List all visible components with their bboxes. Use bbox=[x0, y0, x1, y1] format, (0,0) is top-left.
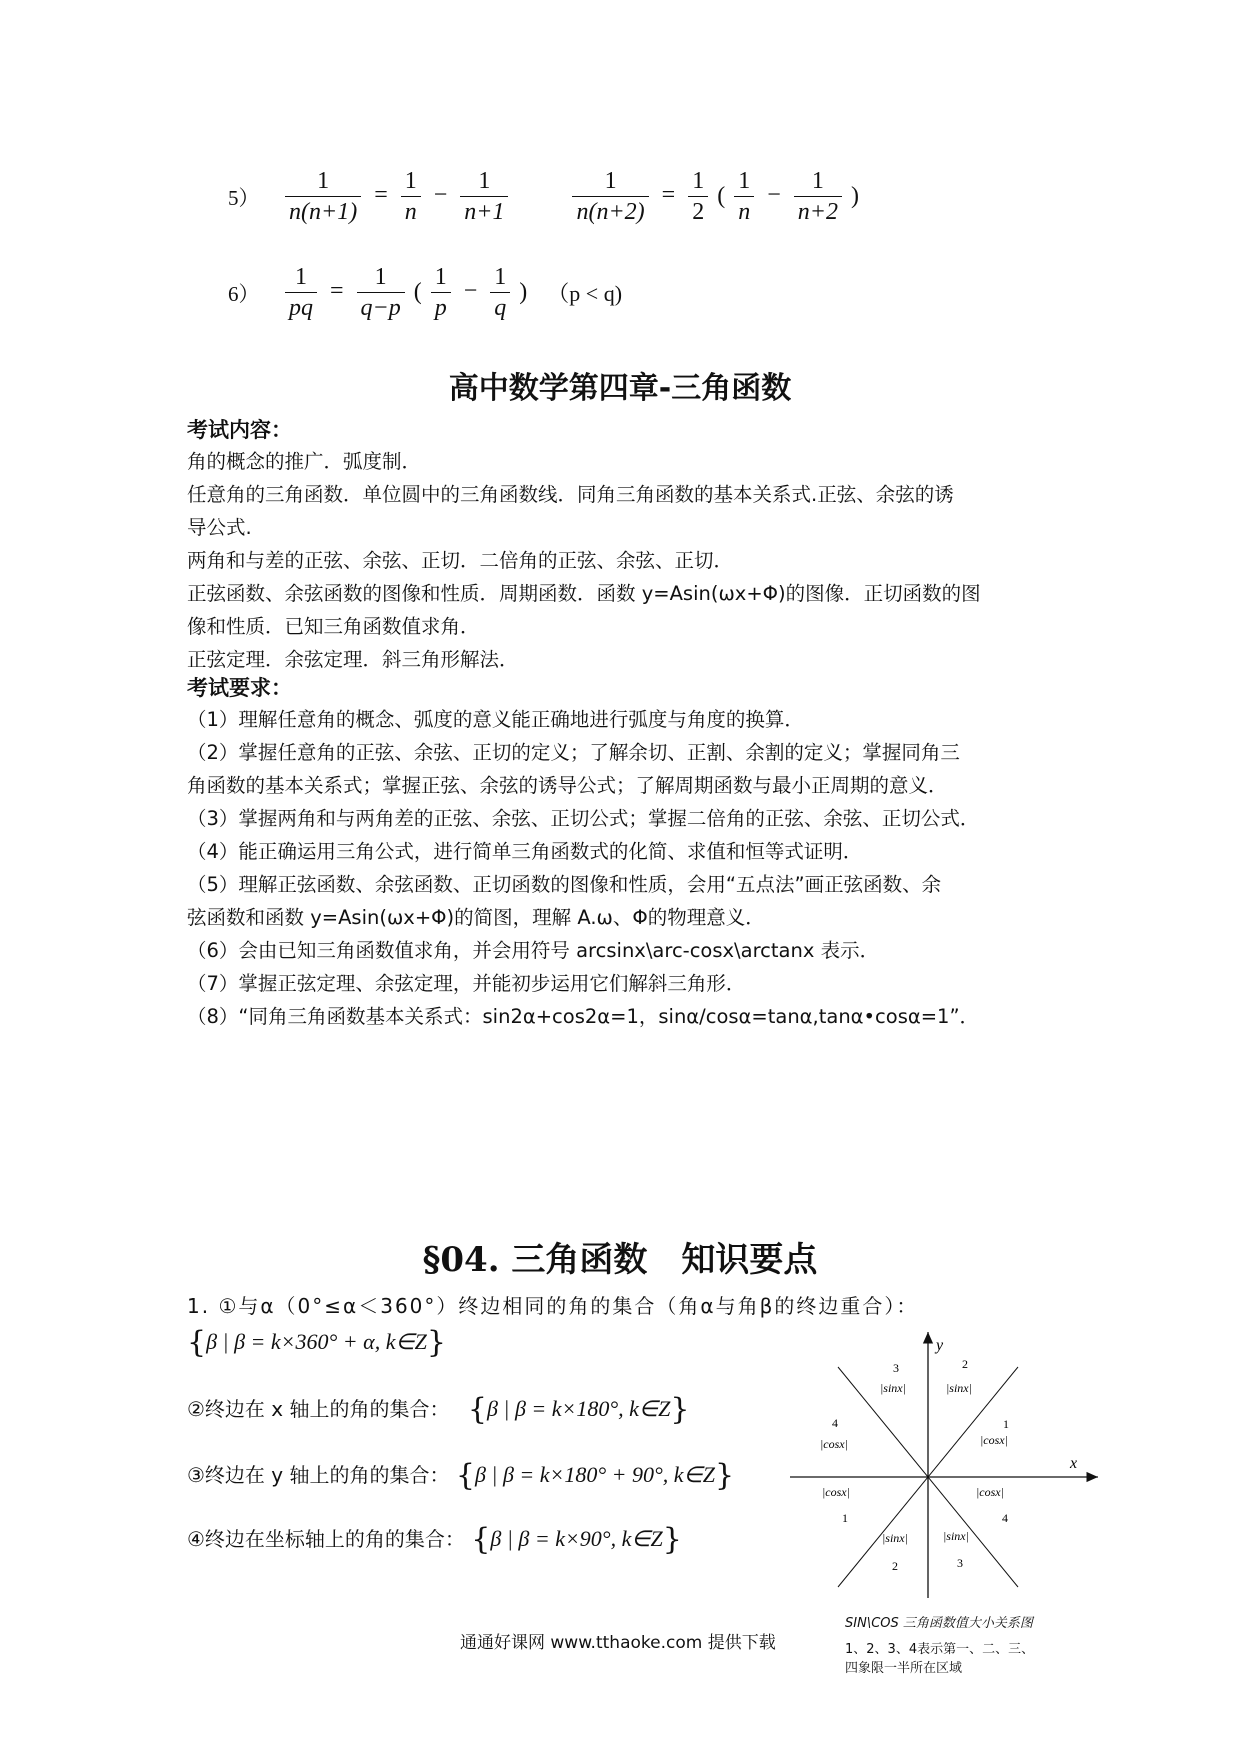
region-number: 2 bbox=[892, 1559, 898, 1573]
region-label: |sinx| bbox=[946, 1381, 972, 1395]
formula-6 bbox=[228, 262, 622, 323]
exam-requirements-heading: 考试要求： bbox=[187, 676, 292, 700]
requirement-line: （5）理解正弦函数、余弦函数、正切函数的图像和性质，会用“五点法”画正弦函数、余 bbox=[187, 873, 942, 896]
region-label: |sinx| bbox=[880, 1381, 906, 1395]
left-brace: { bbox=[187, 1325, 207, 1360]
region-number: 4 bbox=[1002, 1511, 1008, 1525]
exam-content-line: 导公式. bbox=[187, 516, 252, 539]
diagram-caption-line: 1、2、3、4表示第一、二、三、 bbox=[845, 1642, 1035, 1657]
item3-set: {β | β = k×180° + 90°, k∈Z} bbox=[455, 1458, 735, 1493]
right-brace: } bbox=[426, 1325, 446, 1360]
exam-content-line: 角的概念的推广．弧度制． bbox=[187, 450, 422, 473]
region-label: |cosx| bbox=[976, 1485, 1004, 1499]
fraction: $\frac{1}{q}$ bbox=[490, 262, 510, 323]
equals-sign: = bbox=[661, 182, 676, 209]
y-axis-label: y bbox=[936, 1337, 944, 1354]
requirement-line: （2）掌握任意角的正弦、余弦、正切的定义；了解余切、正割、余割的定义；掌握同角三 bbox=[187, 741, 960, 764]
diagram-caption-title: SIN\COS 三角函数值大小关系图 bbox=[845, 1616, 1033, 1631]
page-footer: 通通好课网 www.tthaoke.com 提供下载 bbox=[460, 1633, 776, 1653]
item3-label: ③终边在 y 轴上的角的集合： bbox=[187, 1463, 450, 1487]
fraction: $\frac{1}{n(n+2)}$ bbox=[572, 166, 648, 227]
fraction: $\frac{1}{n}$ bbox=[734, 166, 754, 227]
set-expression: β | β = k×360° + α, k∈Z bbox=[206, 1329, 427, 1354]
minus-sign: − bbox=[767, 182, 781, 209]
requirement-line: （4）能正确运用三角公式，进行简单三角函数式的化简、求值和恒等式证明． bbox=[187, 840, 863, 863]
set-expression: β | β = k×180°, k∈Z bbox=[486, 1396, 671, 1421]
requirement-line: 弦函数和函数 y=Asin(ωx+Φ)的简图，理解 A.ω、Φ的物理意义． bbox=[187, 906, 765, 929]
region-number: 3 bbox=[957, 1556, 963, 1570]
region-label: |sinx| bbox=[882, 1531, 908, 1545]
fraction: $\frac{1}{n(n+1)}$ bbox=[285, 166, 361, 227]
fraction: $\frac{1}{p}$ bbox=[431, 262, 451, 323]
left-paren: ( bbox=[413, 279, 422, 305]
item4-label: ④终边在坐标轴上的角的集合： bbox=[187, 1527, 465, 1551]
exam-content-line: 正弦函数、余弦函数的图像和性质．周期函数．函数 y=Asin(ωx+Φ)的图像．正切函数的图 bbox=[187, 582, 981, 605]
exam-content-line: 任意角的三角函数．单位圆中的三角函数线．同角三角函数的基本关系式.正弦、余弦的诱 bbox=[187, 483, 954, 506]
section-title: §04. 三角函数 知识要点 bbox=[422, 1240, 818, 1280]
item3-row bbox=[187, 1458, 734, 1493]
fraction: $\frac{1}{n+1}$ bbox=[460, 166, 508, 227]
requirement-line: （7）掌握正弦定理、余弦定理，并能初步运用它们解斜三角形． bbox=[187, 972, 746, 995]
x-axis-label: x bbox=[1070, 1455, 1078, 1472]
requirement-line: （6）会由已知三角函数值求角，并会用符号 arcsinx\arc-cosx\arctanx 表示． bbox=[187, 939, 880, 962]
region-number: 3 bbox=[893, 1361, 899, 1375]
left-paren: ( bbox=[717, 183, 726, 209]
formula-5 bbox=[228, 166, 859, 227]
exam-content-line: 两角和与差的正弦、余弦、正切．二倍角的正弦、余弦、正切． bbox=[187, 549, 734, 572]
requirement-line: （3）掌握两角和与两角差的正弦、余弦、正切公式；掌握二倍角的正弦、余弦、正切公式． bbox=[187, 807, 980, 830]
fraction: $\frac{1}{n}$ bbox=[401, 166, 421, 227]
region-label: |sinx| bbox=[943, 1529, 969, 1543]
sin-cos-diagram bbox=[780, 1320, 1110, 1610]
equals-sign: = bbox=[330, 278, 344, 305]
set-expression: β | β = k×180° + 90°, k∈Z bbox=[474, 1462, 715, 1487]
region-number: 2 bbox=[962, 1357, 968, 1371]
region-label: |cosx| bbox=[822, 1485, 850, 1499]
fraction: $\frac{1}{q-p}$ bbox=[357, 262, 405, 323]
exam-requirements-list bbox=[187, 703, 979, 1033]
region-number: 1 bbox=[842, 1511, 848, 1525]
fraction: $\frac{1}{pq}$ bbox=[285, 262, 317, 323]
item2-row bbox=[187, 1392, 689, 1427]
formula-6-number: 6） bbox=[228, 281, 260, 306]
item2-set: {β | β = k×180°, k∈Z} bbox=[467, 1392, 690, 1427]
requirement-line: 角函数的基本关系式；掌握正弦、余弦的诱导公式；了解周期函数与最小正周期的意义． bbox=[187, 774, 948, 797]
exam-content-line: 正弦定理．余弦定理．斜三角形解法． bbox=[187, 648, 519, 671]
region-label: |cosx| bbox=[980, 1433, 1008, 1447]
fraction: $\frac{1}{n+2}$ bbox=[794, 166, 842, 227]
condition: （p < q) bbox=[547, 281, 623, 306]
right-paren: ) bbox=[519, 279, 528, 305]
minus-sign: − bbox=[433, 182, 448, 209]
chapter-title: 高中数学第四章-三角函数 bbox=[448, 371, 792, 406]
fraction: $\frac{1}{2}$ bbox=[688, 166, 708, 227]
minus-sign: − bbox=[463, 278, 478, 305]
item4-set: {β | β = k×90°, k∈Z} bbox=[471, 1522, 682, 1557]
right-paren: ) bbox=[850, 183, 859, 209]
item4-row bbox=[187, 1522, 682, 1557]
requirement-line: （8）“同角三角函数基本关系式：sin2α+cos2α=1，sinα/cosα=tanα,tanα•cosα=1”． bbox=[187, 1005, 980, 1028]
formula-5-number: 5） bbox=[228, 185, 260, 210]
region-number: 4 bbox=[832, 1416, 838, 1430]
diagram-caption-line: 四象限一半所在区域 bbox=[845, 1661, 963, 1676]
item2-label: ②终边在 x 轴上的角的集合： bbox=[187, 1397, 450, 1421]
region-number: 1 bbox=[1003, 1417, 1009, 1431]
exam-content-list bbox=[187, 445, 981, 676]
equals-sign: = bbox=[374, 182, 388, 209]
exam-content-line: 像和性质．已知三角函数值求角． bbox=[187, 615, 480, 638]
set-expression: β | β = k×90°, k∈Z bbox=[490, 1526, 663, 1551]
requirement-line: （1）理解任意角的概念、弧度的意义能正确地进行弧度与角度的换算． bbox=[187, 708, 804, 731]
item1-intro: 1. ①与α（0°≤α＜360°）终边相同的角的集合（角α与角β的终边重合）： bbox=[187, 1294, 919, 1318]
region-label: |cosx| bbox=[820, 1437, 848, 1451]
exam-content-heading: 考试内容： bbox=[187, 418, 292, 442]
item1-set bbox=[187, 1325, 446, 1360]
